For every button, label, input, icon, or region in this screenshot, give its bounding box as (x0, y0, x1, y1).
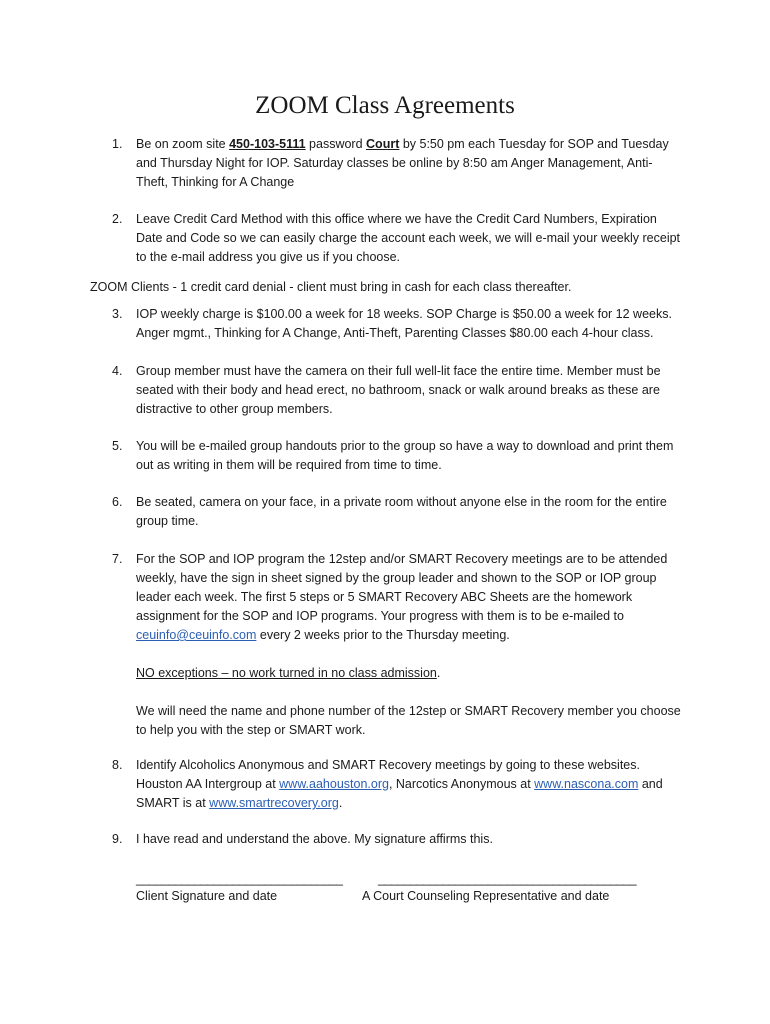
item-text: I have read and understand the above. My signature affirms this. (136, 832, 493, 846)
item-text: Identify Alcoholics Anonymous and SMART Recovery meetings by going to these websites. Houston AA Intergroup at www.aahouston.org, Narcotics Anonymous at www.nascona.com and SMART is at www.smartrecovery.org. (136, 758, 663, 810)
nascona-link[interactable]: www.nascona.com (534, 777, 639, 791)
item-text: You will be e-mailed group handouts prior to the group so have a way to download and print them out as writing in them will be required from time to time. (136, 439, 674, 472)
item-text: IOP weekly charge is $100.00 a week for 18 weeks. SOP Charge is $50.00 a week for 12 weeks. Anger mgmt., Thinking for A Change, Anti-Theft, Parenting Classes $80.00 each 4-hour class. (136, 307, 672, 340)
sponsor-note: We will need the name and phone number of the 12step or SMART Recovery member you choose to help you with the step or SMART work. (136, 704, 681, 737)
item-number: 9. (112, 832, 123, 846)
client-signature-label: Client Signature and date (136, 889, 278, 903)
client-signature-line[interactable]: ________________________________ (136, 872, 343, 886)
item-number: 7. (112, 552, 123, 566)
page-title: ZOOM Class Agreements (255, 92, 515, 119)
item-number: 5. (112, 439, 123, 453)
item-number: 4. (112, 364, 123, 378)
item-text: For the SOP and IOP program the 12step and/or SMART Recovery meetings are to be attended weekly, have the sign in sheet signed by the group leader and shown to the SOP or IOP group leader each week. The first 5 steps or 5 SMART Recovery ABC Sheets are the homework assignment for the SOP and IOP programs. Your progress with them is to be e-mailed to ceuinfo@ceuinfo.com every 2 weeks prior to the Thursday meeting. (136, 552, 668, 642)
item-text: Be on zoom site 450-103-5111 password Court by 5:50 pm each Tuesday for SOP and Tuesday and Thursday Night for IOP. Saturday classes be online by 8:50 am Anger Management, Anti-Theft, Thinking for A Change (136, 137, 669, 189)
item-number: 6. (112, 495, 123, 509)
email-link[interactable]: ceuinfo@ceuinfo.com (136, 628, 257, 642)
clients-note: ZOOM Clients - 1 credit card denial - client must bring in cash for each class thereafter. (90, 280, 572, 294)
smart-recovery-link[interactable]: www.smartrecovery.org (209, 796, 339, 810)
item-number: 8. (112, 758, 123, 772)
item-number: 3. (112, 307, 123, 321)
no-exceptions-note: NO exceptions – no work turned in no class admission. (136, 666, 441, 680)
item-number: 2. (112, 212, 123, 226)
aa-houston-link[interactable]: www.aahouston.org (279, 777, 389, 791)
representative-signature-line[interactable]: ________________________________________ (378, 872, 637, 886)
item-number: 1. (112, 137, 123, 151)
meeting-password: Court (366, 137, 400, 151)
item-text: Leave Credit Card Method with this office where we have the Credit Card Numbers, Expiration Date and Code so we can easily charge the account each week, we will e-mail your weekly receipt to the e-mail address you give us if you choose. (136, 212, 681, 264)
representative-signature-label: A Court Counseling Representative and date (362, 889, 610, 903)
item-text: Group member must have the camera on their full well-lit face the entire time. Member must be seated with their body and head erect, no bathroom, snack or walk around breaks as these are distractive to other group members. (136, 364, 661, 416)
item-text: Be seated, camera on your face, in a private room without anyone else in the room for the entire group time. (136, 495, 667, 528)
meeting-id: 450-103-5111 (229, 137, 306, 151)
